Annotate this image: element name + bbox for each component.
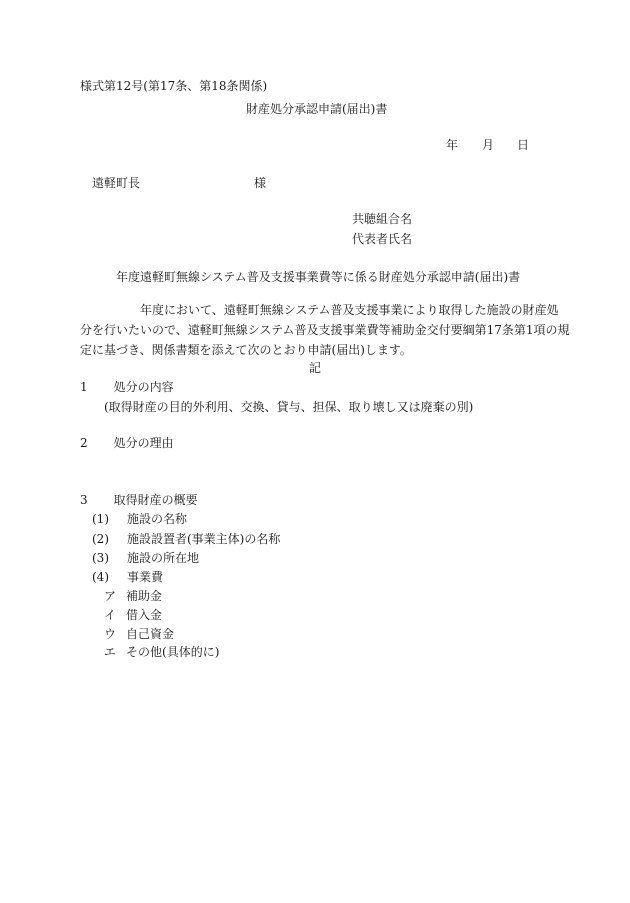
subitem-mark: イ [104,608,117,622]
addressee-honorific: 様 [254,176,267,190]
item-label: 事業費 [127,570,164,584]
body-line: 年度において、遠軽町無線システム普及支援事業により取得した施設の財産処 [140,303,559,317]
subitem-label: その他(具体的に) [126,645,220,659]
item-mark: (1) [92,512,109,526]
list-item [104,609,162,621]
body-line: 分を行いたいので、遠軽町無線システム普及支援事業費等補助金交付要綱第17条第1項の規 [80,323,570,337]
section-title: 処分の理由 [113,436,174,450]
section-number: 1 [80,380,88,394]
item-mark: (3) [92,551,109,565]
list-item [104,646,219,658]
subitem-label: 借入金 [126,608,163,622]
form-number: 様式第12号(第17条、第18条関係) [80,79,268,93]
section-title: 取得財産の概要 [113,493,198,507]
list-item [104,590,162,602]
item-label: 施設の所在地 [127,551,200,565]
subitem-mark: ウ [104,627,117,641]
ki-heading: 記 [309,361,322,375]
body-line: 定に基づき、関係書類を添えて次のとおり申請(届出)します。 [80,343,412,357]
date-month: 月 [482,138,495,152]
list-item [92,513,187,525]
subitem-label: 自己資金 [126,627,175,641]
subitem-mark: ア [104,589,117,603]
document-title: 財産処分承認申請(届出)書 [246,102,388,116]
section-heading [80,381,174,393]
item-label: 施設設置者(事業主体)の名称 [127,532,281,546]
item-mark: (2) [92,532,109,546]
section-number: 2 [80,436,88,450]
subitem-label: 補助金 [126,589,163,603]
list-item [92,552,199,564]
section-title: 処分の内容 [113,380,174,394]
applicant-association: 共聴組合名 [352,212,413,226]
addressee-name: 遠軽町長 [92,176,141,190]
section-number: 3 [80,493,88,507]
section-heading [80,494,198,506]
list-item [92,533,280,545]
applicant-representative: 代表者氏名 [352,232,413,246]
date-year: 年 [446,138,459,152]
list-item [104,628,174,640]
section-note: (取得財産の目的外利用、交換、貸与、担保、取り壊し又は廃棄の別) [104,400,474,414]
subject-line: 年度遠軽町無線システム普及支援事業費等に係る財産処分承認申請(届出)書 [116,270,521,284]
date-day: 日 [517,138,530,152]
section-heading [80,437,174,449]
item-mark: (4) [92,570,109,584]
subitem-mark: エ [104,645,117,659]
item-label: 施設の名称 [127,512,188,526]
list-item [92,571,163,583]
